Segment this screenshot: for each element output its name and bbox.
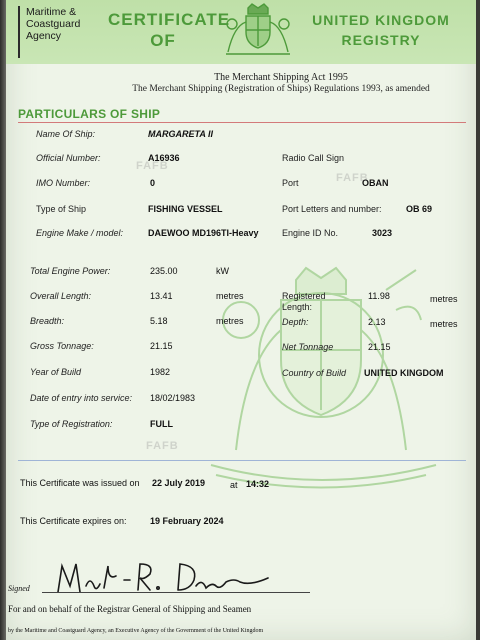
agency-line: Maritime & — [26, 6, 77, 18]
registered-length-label-1: Registered — [282, 291, 326, 301]
issued-time: 14:32 — [246, 479, 270, 489]
expires-prefix: This Certificate expires on: — [20, 516, 127, 526]
behalf-text: For and on behalf of the Registrar General of Shipping and Seamen — [8, 604, 252, 614]
registered-length-unit: metres — [430, 294, 458, 304]
port-letters-value: OB 69 — [406, 204, 433, 214]
section-title: PARTICULARS OF SHIP — [18, 107, 161, 121]
issue-divider — [18, 460, 466, 461]
depth-label: Depth: — [282, 317, 309, 327]
issued-prefix: This Certificate was issued on — [20, 478, 140, 488]
country-of-build-value: UNITED KINGDOM — [364, 368, 444, 378]
footer-text: by the Maritime and Coastguard Agency, an Executive Agency of the Government of the United Kingdom — [8, 628, 264, 634]
signature-line — [42, 592, 310, 593]
act-line-1: The Merchant Shipping Act 1995 — [214, 72, 348, 83]
engine-model-value: MD196TI-Heavy — [192, 228, 259, 238]
engine-power-value: 235.00 — [150, 266, 178, 276]
engine-power-label: Total Engine Power: — [30, 266, 111, 276]
official-number-label: Official Number: — [36, 153, 101, 163]
gross-tonnage-value: 21.15 — [150, 341, 173, 351]
imo-label: IMO Number: — [36, 178, 91, 188]
engine-id-value: 3023 — [372, 228, 393, 238]
registry-heading: REGISTRY — [341, 32, 421, 48]
entry-into-service-value: 18/02/1983 — [150, 393, 196, 403]
port-value: OBAN — [362, 178, 389, 188]
engine-make-label: Engine Make / model: — [36, 228, 124, 238]
imo-value: 0 — [150, 178, 156, 188]
registration-type-label: Type of Registration: — [30, 419, 113, 429]
breadth-label: Breadth: — [30, 316, 65, 326]
united-kingdom-heading: UNITED KINGDOM — [312, 12, 450, 28]
type-of-ship-label: Type of Ship — [36, 204, 87, 214]
registration-type-value: FULL — [150, 419, 173, 429]
overall-length-value: 13.41 — [150, 291, 173, 301]
registered-length-value: 11.98 — [368, 291, 390, 301]
section-divider — [18, 122, 466, 123]
depth-value: 2.13 — [368, 317, 386, 327]
breadth-unit: metres — [216, 316, 244, 326]
engine-make-value: DAEWOO — [148, 228, 190, 238]
agency-line: Coastguard — [26, 18, 81, 30]
net-tonnage-value: 21.15 — [368, 342, 391, 352]
entry-into-service-label: Date of entry into service: — [30, 393, 133, 403]
name-label: Name Of Ship: — [36, 129, 96, 139]
engine-id-label: Engine ID No. — [282, 228, 339, 238]
type-of-ship-value: FISHING VESSEL — [148, 204, 223, 214]
agency-logo — [18, 6, 116, 58]
port-letters-label: Port Letters and number: — [282, 204, 382, 214]
depth-unit: metres — [430, 319, 458, 329]
watermark-text: FAFB — [336, 172, 369, 184]
port-label: Port — [282, 178, 299, 188]
breadth-value: 5.18 — [150, 316, 168, 326]
act-line-2: The Merchant Shipping (Registration of Ships) Regulations 1993, as amended — [132, 84, 430, 94]
issued-at: at — [230, 480, 238, 490]
name-value: MARGARETA II — [148, 129, 213, 139]
watermark-text: FAFB — [146, 440, 179, 452]
gross-tonnage-label: Gross Tonnage: — [30, 341, 94, 351]
year-of-build-label: Year of Build — [30, 367, 82, 377]
overall-length-label: Overall Length: — [30, 291, 92, 301]
royal-crest-icon — [218, 2, 298, 62]
overall-length-unit: metres — [216, 291, 244, 301]
agency-line: Agency — [26, 30, 62, 42]
issued-date: 22 July 2019 — [152, 478, 206, 488]
net-tonnage-label: Net Tonnage — [282, 342, 334, 352]
watermark-text: FAFB — [136, 160, 169, 172]
radio-call-sign-label: Radio Call Sign — [282, 153, 345, 163]
year-of-build-value: 1982 — [150, 367, 171, 377]
of-heading: OF — [150, 31, 176, 50]
registered-length-label-2: Length: — [282, 302, 313, 312]
signed-label: Signed — [8, 584, 30, 593]
certificate-sheet — [6, 0, 476, 640]
official-number-value: A16936 — [148, 153, 180, 163]
country-of-build-label: Country of Build — [282, 368, 347, 378]
expires-date: 19 February 2024 — [150, 516, 224, 526]
handwritten-signature — [46, 558, 296, 596]
engine-power-unit: kW — [216, 266, 229, 276]
certificate-heading: CERTIFICATE — [108, 10, 231, 29]
